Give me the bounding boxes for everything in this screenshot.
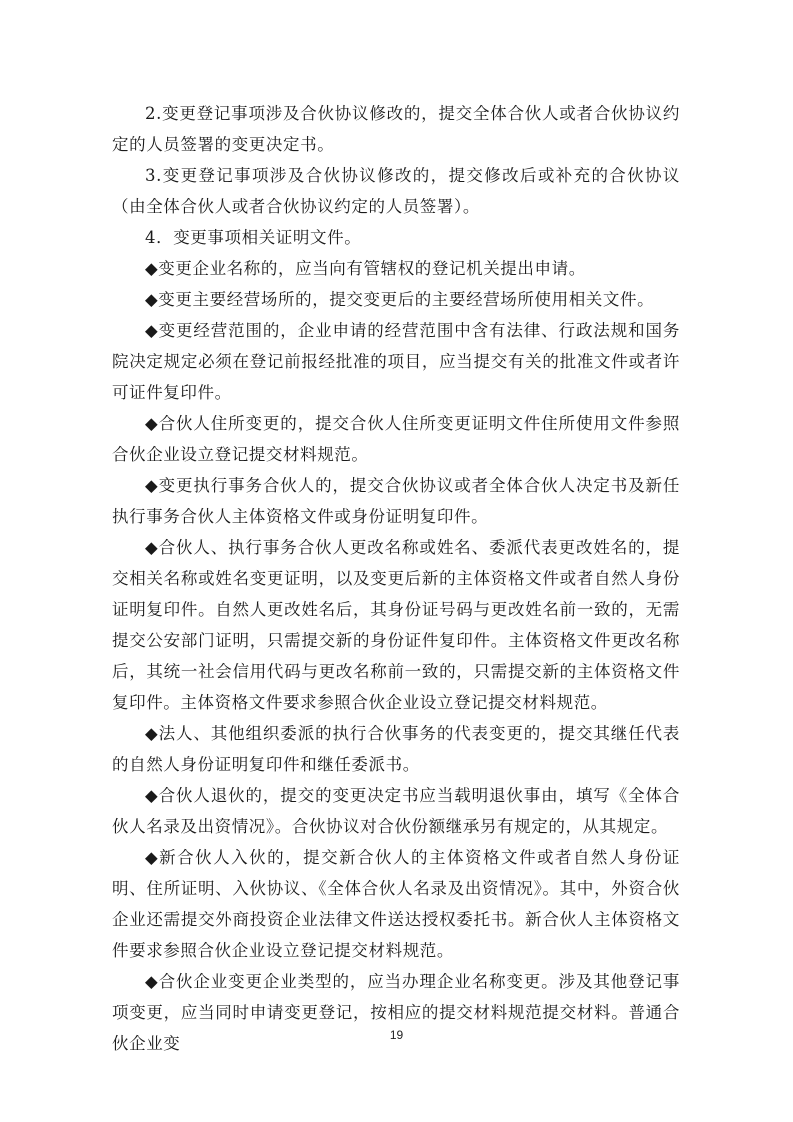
paragraph-bullet-partner-rename: ◆合伙人、执行事务合伙人更改名称或姓名、委派代表更改姓名的，提交相关名称或姓名变更证明，以及变更后新的主体资格文件或者自然人身份证明复印件。自然人更改姓名后，其身份证号码与更改姓名前一致的，无需提交公安部门证明，只需提交新的身份证件复印件。主体资格文件更改名称后，其统一社会信用代码与更改名称前一致的，只需提交新的主体资格文件复印件。主体资格文件要求参照合伙企业设立登记提交材料规范。 — [112, 538, 680, 712]
paragraph-bullet-scope-change: ◆变更经营范围的，企业申请的经营范围中含有法律、行政法规和国务院决定规定必须在登记前报经批准的项目，应当提交有关的批准文件或者许可证件复印件。 — [112, 321, 680, 402]
paragraph-bullet-type-change: ◆合伙企业变更企业类型的，应当办理企业名称变更。涉及其他登记事项变更，应当同时申请变更登记，按相应的提交材料规范提交材料。普通合伙企业变 — [112, 972, 680, 1053]
paragraph-bullet-partner-withdrawal: ◆合伙人退伙的，提交的变更决定书应当载明退伙事由，填写《全体合伙人名录及出资情况》。合伙协议对合伙份额继承另有规定的，从其规定。 — [112, 786, 680, 836]
paragraph-bullet-delegate-change: ◆法人、其他组织委派的执行合伙事务的代表变更的，提交其继任代表的自然人身份证明复印件和继任委派书。 — [112, 724, 680, 774]
paragraph-bullet-new-partner: ◆新合伙人入伙的，提交新合伙人的主体资格文件或者自然人身份证明、住所证明、入伙协议、《全体合伙人名录及出资情况》。其中，外资合伙企业还需提交外商投资企业法律文件送达授权委托书。新合伙人主体资格文件要求参照合伙企业设立登记提交材料规范。 — [112, 848, 680, 960]
paragraph-item-3-agreement: 3.变更登记事项涉及合伙协议修改的，提交修改后或补充的合伙协议（由全体合伙人或者合伙协议约定的人员签署）。 — [112, 166, 680, 216]
paragraph-item-2-resolution: 2.变更登记事项涉及合伙协议修改的，提交全体合伙人或者合伙协议约定的人员签署的变更决定书。 — [112, 104, 680, 154]
paragraph-bullet-name-change: ◆变更企业名称的，应当向有管辖权的登记机关提出申请。 — [145, 259, 586, 278]
paragraph-bullet-executive-partner-change: ◆变更执行事务合伙人的，提交合伙协议或者全体合伙人决定书及新任执行事务合伙人主体资格文件或身份证明复印件。 — [112, 476, 680, 526]
paragraph-item-4-certificates: 4．变更事项相关证明文件。 — [145, 228, 362, 247]
page-number: 19 — [389, 1028, 404, 1042]
document-body — [112, 98, 680, 1059]
paragraph-bullet-partner-address-change: ◆合伙人住所变更的，提交合伙人住所变更证明文件住所使用文件参照合伙企业设立登记提交材料规范。 — [112, 414, 680, 464]
paragraph-bullet-premises-change: ◆变更主要经营场所的，提交变更后的主要经营场所使用相关文件。 — [145, 290, 655, 309]
